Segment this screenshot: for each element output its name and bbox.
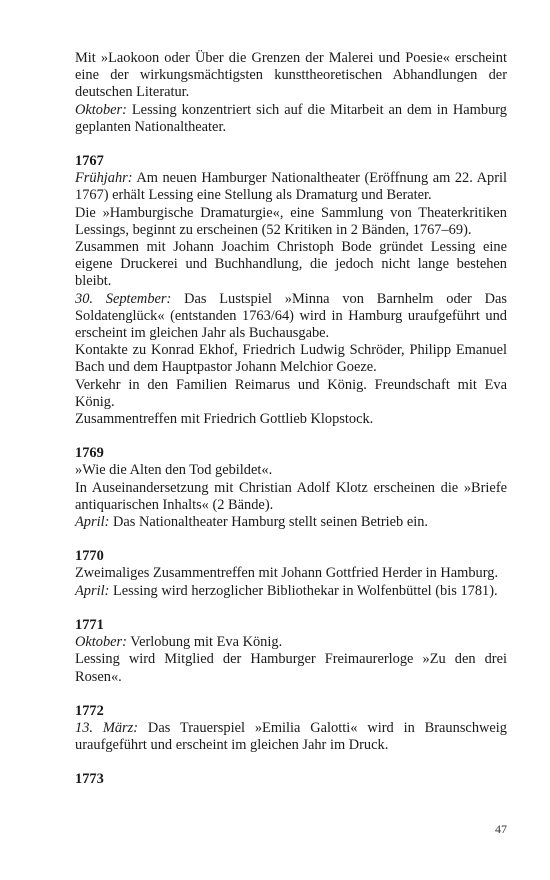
year-heading: 1771 [75,616,104,633]
entry-paragraph [75,651,507,685]
entry-text: Lessing wird herzoglicher Bibliothekar in Wolfenbüttel (bis 1781). [109,582,498,599]
entry-text: Lessing konzentriert sich auf die Mitarbeit an dem in Hamburg geplanten Nationaltheater. [75,101,507,135]
chronology-section [75,617,507,686]
entry-paragraph [75,565,507,582]
entry-text: In Auseinandersetzung mit Christian Adolf Klotz erscheinen die »Briefe antiquarischen Inhalts« (2 Bände). [75,479,507,513]
entry-paragraph [75,205,507,239]
entry-paragraph [75,377,507,411]
entry-paragraph [75,411,507,428]
page-number: 47 [495,822,507,836]
chronology-section [75,548,507,600]
date-lead: April: [75,514,110,531]
chronology-section [75,445,507,531]
entry-text: Lessing wird Mitglied der Hamburger Freimaurerloge »Zu den drei Rosen«. [75,651,507,685]
date-lead: Oktober: [75,634,127,651]
entry-text: Kontakte zu Konrad Ekhof, Friedrich Ludwig Schröder, Philipp Emanuel Bach und dem Hauptpastor Johann Melchior Goeze. [75,342,507,376]
entry-paragraph [75,634,507,651]
entry-paragraph [75,170,507,204]
entry-text: Verlobung mit Eva König. [126,634,283,651]
entry-text: Das Trauerspiel »Emilia Galotti« wird in Braunschweig uraufgeführt und erscheint im gleichen Jahr im Druck. [75,719,507,754]
entry-text: Das Lustspiel »Minna von Barnhelm oder Das Soldatenglück« (entstanden 1763/64) wird in Hamburg uraufgeführt und erscheint im gleichen Jahr als Buchausgabe. [75,290,507,342]
chronology-section [75,50,507,136]
year-heading: 1770 [75,548,104,565]
year-heading: 1769 [75,445,104,462]
date-lead: 13. März: [75,719,139,736]
chronology-section [75,703,507,755]
date-lead: Oktober: [75,101,127,118]
date-lead: Frühjahr: [75,170,133,187]
entry-paragraph [75,514,507,531]
date-lead: April: [75,582,110,599]
entry-paragraph [75,50,507,102]
entry-text: Verkehr in den Familien Reimarus und König. Freundschaft mit Eva König. [75,376,507,410]
entry-text: Das Nationaltheater Hamburg stellt seinen Betrieb ein. [109,514,429,531]
entry-text: Zusammen mit Johann Joachim Christoph Bode gründet Lessing eine eigene Druckerei und Buchhandlung, die jedoch nicht lange bestehen bleibt. [75,239,507,290]
year-heading: 1773 [75,771,104,788]
entry-paragraph [75,342,507,376]
chronology-section [75,153,507,428]
entry-paragraph [75,583,507,600]
chronology-section [75,771,507,788]
entry-text: »Wie die Alten den Tod gebildet«. [75,462,273,479]
date-lead: 30. September: [75,290,172,307]
year-heading: 1772 [75,702,104,719]
entry-paragraph [75,462,507,479]
entry-text: Zusammentreffen mit Friedrich Gottlieb Klopstock. [75,411,374,428]
chronology-page [75,50,507,806]
entry-text: Die »Hamburgische Dramaturgie«, eine Sammlung von Theaterkritiken Lessings, beginnt zu erscheinen (52 Kritiken in 2 Bänden, 1767–69). [75,204,507,238]
entry-text: Mit »Laokoon oder Über die Grenzen der Malerei und Poesie« erscheint eine der wirkungsmächtigsten kunsttheoretischen Abhandlungen der deutschen Literatur. [75,50,507,101]
entry-paragraph [75,291,507,343]
entry-paragraph [75,102,507,136]
entry-paragraph [75,480,507,514]
entry-paragraph [75,239,507,291]
entry-paragraph [75,720,507,754]
entry-text: Zweimaliges Zusammentreffen mit Johann Gottfried Herder in Hamburg. [75,565,499,582]
entry-text: Am neuen Hamburger Nationaltheater (Eröffnung am 22. April 1767) erhält Lessing eine Stellung als Dramaturg und Berater. [75,170,507,204]
year-heading: 1767 [75,153,104,170]
